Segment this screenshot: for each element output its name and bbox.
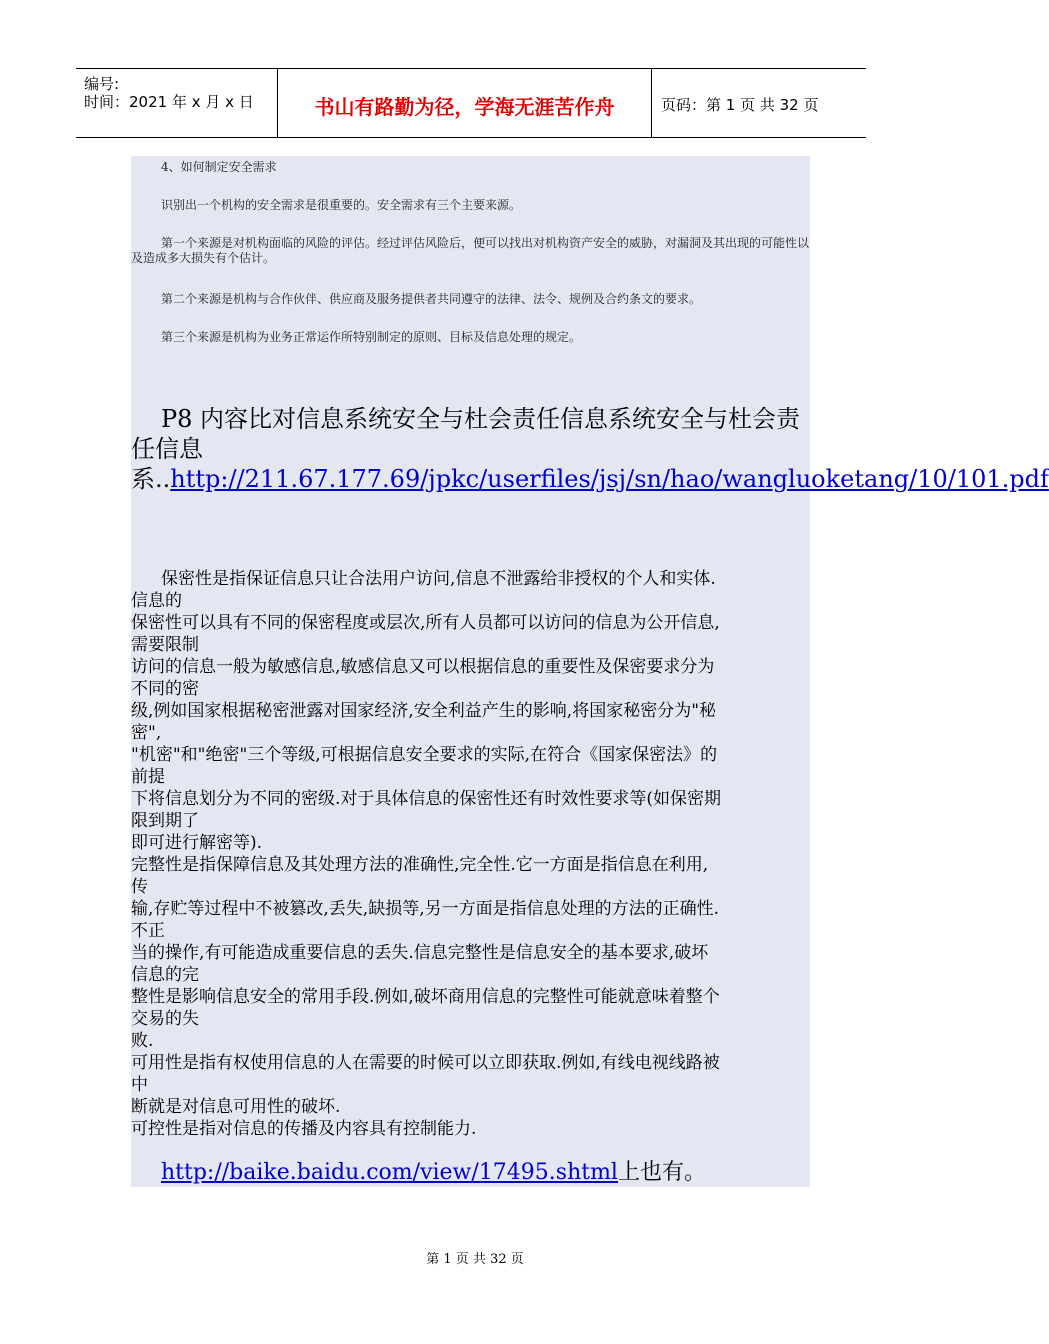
body-line: 交易的失 <box>131 1009 199 1029</box>
body-line: 前提 <box>131 767 165 787</box>
body-line: 输,存贮等过程中不被篡改,丢失,缺损等,另一方面是指信息处理的方法的正确性. <box>131 899 720 919</box>
body-line: 密", <box>131 723 162 743</box>
baike-link[interactable]: http://baike.baidu.com/view/17495.shtml <box>161 1160 618 1185</box>
body-line: 级,例如国家根据秘密泄露对国家经济,安全利益产生的影响,将国家秘密分为"秘 <box>131 701 717 721</box>
body-line: 信息的完 <box>131 965 199 985</box>
body-line: 限到期了 <box>131 811 199 831</box>
content-panel <box>131 156 1049 1187</box>
result-heading <box>131 404 1049 494</box>
body-line: 中 <box>131 1075 148 1095</box>
body-line: 信息的 <box>131 591 182 611</box>
body-line: 即可进行解密等). <box>131 833 263 853</box>
page-footer: 第 1 页 共 32 页 <box>426 1252 524 1267</box>
result-heading-link[interactable]: http://211.67.177.69/jpkc/userfiles/jsj/sn/hao/wangluoketang/10/101.pdf <box>170 465 1049 493</box>
section-paragraph-2: 第一个来源是对机构面临的风险的评估。经过评估风险后，便可以找出对机构资产安全的威胁，对漏洞及其出现的可能性以及造成多大损失有个估计。 <box>131 236 810 265</box>
body-line: 下将信息划分为不同的密级.对于具体信息的保密性还有时效性要求等(如保密期 <box>131 789 722 809</box>
body-line: "机密"和"绝密"三个等级,可根据信息安全要求的实际,在符合《国家保密法》的 <box>131 745 718 765</box>
body-line: 败. <box>131 1031 154 1051</box>
body-line: 断就是对信息可用性的破坏. <box>131 1097 341 1117</box>
body-text <box>131 568 810 1140</box>
body-line: 传 <box>131 877 148 897</box>
body-line: 保密性是指保证信息只让合法用户访问,信息不泄露给非授权的个人和实体. <box>161 569 716 589</box>
section-paragraph-3: 第二个来源是机构与合作伙伴、供应商及服务提供者共同遵守的法律、法令、规例及合约条文的要求。 <box>161 292 702 306</box>
body-line: 不同的密 <box>131 679 199 699</box>
body-line: 整性是影响信息安全的常用手段.例如,破坏商用信息的完整性可能就意味着整个 <box>131 987 720 1007</box>
body-line: 完整性是指保障信息及其处理方法的准确性,完全性.它一方面是指信息在利用, <box>131 855 709 875</box>
body-line: 需要限制 <box>131 635 199 655</box>
body-line: 保密性可以具有不同的保密程度或层次,所有人员都可以访问的信息为公开信息, <box>131 613 720 633</box>
footer-link-line <box>161 1159 706 1187</box>
footer-link-suffix: 上也有。 <box>617 1160 706 1185</box>
header-right-cell <box>651 69 866 137</box>
body-line: 不正 <box>131 921 165 941</box>
section-paragraph-1: 识别出一个机构的安全需求是很重要的。安全需求有三个主要来源。 <box>161 198 522 212</box>
header-left-cell <box>76 69 276 137</box>
result-heading-text: P8 内容比对信息系统安全与杜会责任信息系统安全与杜会责任信息系.. <box>131 405 801 493</box>
header-motto: 书山有路勤为径，学海无涯苦作舟 <box>314 95 615 119</box>
body-line: 可用性是指有权使用信息的人在需要的时候可以立即获取.例如,有线电视线路被 <box>131 1053 720 1073</box>
document-header <box>76 68 866 138</box>
document-time-label: 时间：2021 年 x 月 x 日 <box>84 93 254 111</box>
section-paragraph-4: 第三个来源是机构为业务正常运作所特别制定的原则、目标及信息处理的规定。 <box>161 330 582 344</box>
header-center-cell <box>277 69 652 137</box>
body-line: 可控性是指对信息的传播及内容具有控制能力. <box>131 1119 477 1139</box>
header-page-label: 页码：第 1 页 共 32 页 <box>661 96 819 114</box>
document-number-label: 编号: <box>84 75 120 93</box>
body-line: 访问的信息一般为敏感信息,敏感信息又可以根据信息的重要性及保密要求分为 <box>131 657 715 677</box>
section-title: 4、如何制定安全需求 <box>161 160 277 174</box>
body-line: 当的操作,有可能造成重要信息的丢失.信息完整性是信息安全的基本要求,破坏 <box>131 943 709 963</box>
